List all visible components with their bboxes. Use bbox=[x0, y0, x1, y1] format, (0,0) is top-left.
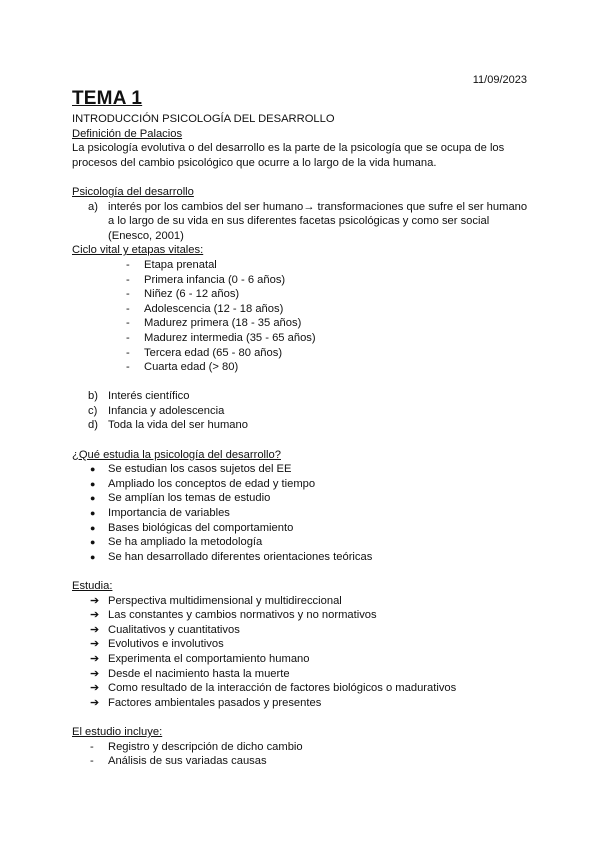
list-item-text: Desde el nacimiento hasta la muerte bbox=[108, 667, 290, 680]
list-item-text: Tercera edad (65 - 80 años) bbox=[144, 346, 283, 359]
dash-bullet-icon: - bbox=[126, 331, 130, 344]
list-item bbox=[72, 667, 532, 682]
bullet-dot-icon: ● bbox=[90, 493, 96, 504]
dash-bullet-icon: - bbox=[126, 258, 130, 271]
list-item-text: Evolutivos e involutivos bbox=[108, 638, 224, 651]
list-item-text: Cualitativos y cuantitativos bbox=[108, 623, 240, 636]
list-item-text: Como resultado de la interacción de factores biológicos o madurativos bbox=[108, 682, 457, 695]
studies-heading: Estudia: bbox=[72, 580, 113, 592]
list-item bbox=[72, 302, 532, 317]
list-item bbox=[72, 273, 532, 288]
list-item bbox=[72, 506, 532, 521]
list-item bbox=[72, 287, 532, 302]
dash-bullet-icon: - bbox=[126, 317, 130, 330]
definition-text: La psicología evolutiva o del desarrollo es la parte de la psicología que se ocupa de los procesos del cambio psicológico que ocurre a lo largo de la vida humana. bbox=[72, 142, 505, 169]
list-item bbox=[72, 200, 532, 244]
list-item-text: Madurez intermedia (35 - 65 años) bbox=[144, 331, 316, 344]
arrow-bullet-icon: ➔ bbox=[90, 682, 100, 695]
dash-bullet-icon: - bbox=[90, 755, 94, 768]
bullet-dot-icon: ● bbox=[90, 551, 96, 562]
list-item-text: Interés científico bbox=[108, 390, 190, 403]
bullet-dot-icon: ● bbox=[90, 522, 96, 533]
list-item-text: Importancia de variables bbox=[108, 507, 230, 520]
list-item bbox=[72, 594, 532, 609]
list-item-text: Registro y descripción de dicho cambio bbox=[108, 740, 303, 753]
list-item bbox=[72, 740, 532, 755]
list-marker: a) bbox=[88, 200, 98, 213]
list-item bbox=[72, 418, 532, 433]
list-item bbox=[72, 477, 532, 492]
arrow-bullet-icon: ➔ bbox=[90, 594, 100, 607]
arrow-bullet-icon: ➔ bbox=[90, 623, 100, 636]
list-item-text: Primera infancia (0 - 6 años) bbox=[144, 273, 286, 286]
list-item-text: Se estudian los casos sujetos del EE bbox=[108, 463, 292, 476]
subtitle: INTRODUCCIÓN PSICOLOGÍA DEL DESARROLLO bbox=[72, 113, 335, 125]
bullet-dot-icon: ● bbox=[90, 537, 96, 548]
list-item bbox=[72, 637, 532, 652]
list-item-text: Las constantes y cambios normativos y no normativos bbox=[108, 609, 377, 622]
document-body bbox=[72, 112, 532, 769]
life-cycle-heading: Ciclo vital y etapas vitales: bbox=[72, 244, 204, 257]
list-item bbox=[72, 389, 532, 404]
list-item bbox=[72, 652, 532, 667]
list-item bbox=[72, 535, 532, 550]
list-item bbox=[72, 360, 532, 375]
list-marker: c) bbox=[88, 404, 98, 417]
psych-dev-heading: Psicología del desarrollo bbox=[72, 185, 194, 198]
list-item bbox=[72, 681, 532, 696]
list-item-text: Se ha ampliado la metodología bbox=[108, 536, 263, 549]
list-marker: b) bbox=[88, 390, 98, 403]
list-item bbox=[72, 696, 532, 711]
dash-bullet-icon: - bbox=[126, 273, 130, 286]
list-item bbox=[72, 754, 532, 769]
list-item-text: Niñez (6 - 12 años) bbox=[144, 288, 240, 301]
list-item bbox=[72, 404, 532, 419]
list-item bbox=[72, 258, 532, 273]
list-item bbox=[72, 521, 532, 536]
list-item-text: Se amplían los temas de estudio bbox=[108, 492, 271, 505]
list-item-text: Infancia y adolescencia bbox=[108, 404, 225, 417]
list-marker: d) bbox=[88, 419, 98, 432]
list-item-text: Perspectiva multidimensional y multidireccional bbox=[108, 594, 342, 607]
dash-bullet-icon: - bbox=[126, 361, 130, 374]
dash-bullet-icon: - bbox=[126, 288, 130, 301]
dash-bullet-icon: - bbox=[126, 302, 130, 315]
list-item-text: Toda la vida del ser humano bbox=[108, 419, 248, 432]
list-item-text: Bases biológicas del comportamiento bbox=[108, 521, 294, 534]
page-title: TEMA 1 bbox=[72, 88, 143, 109]
list-item bbox=[72, 346, 532, 361]
list-item bbox=[72, 608, 532, 623]
list-item-text: Madurez primera (18 - 35 años) bbox=[144, 317, 302, 330]
list-item-text: Ampliado los conceptos de edad y tiempo bbox=[108, 477, 316, 490]
list-item bbox=[72, 491, 532, 506]
bullet-dot-icon: ● bbox=[90, 478, 96, 489]
bullet-dot-icon: ● bbox=[90, 508, 96, 519]
list-item-text: Se han desarrollado diferentes orientaciones teóricas bbox=[108, 550, 373, 563]
list-item-text: Etapa prenatal bbox=[144, 258, 217, 271]
list-item-text: Análisis de sus variadas causas bbox=[108, 755, 267, 768]
list-item-text: Adolescencia (12 - 18 años) bbox=[144, 302, 284, 315]
arrow-bullet-icon: ➔ bbox=[90, 652, 100, 665]
list-item bbox=[72, 550, 532, 565]
list-item-text: interés por los cambios del ser humano→ transformaciones que sufre el ser humano a lo largo de su vida en sus diferentes facetas psicológicas y como ser social (Enesco, 2001) bbox=[108, 200, 528, 242]
arrow-bullet-icon: ➔ bbox=[90, 667, 100, 680]
date: 11/09/2023 bbox=[472, 74, 527, 86]
list-item bbox=[72, 316, 532, 331]
list-item bbox=[72, 623, 532, 638]
dash-bullet-icon: - bbox=[90, 740, 94, 753]
bullet-dot-icon: ● bbox=[90, 464, 96, 475]
dash-bullet-icon: - bbox=[126, 346, 130, 359]
arrow-bullet-icon: ➔ bbox=[90, 696, 100, 709]
what-studies-heading: ¿Qué estudia la psicología del desarrollo? bbox=[72, 448, 281, 461]
definition-heading: Definición de Palacios bbox=[72, 127, 183, 140]
includes-heading: El estudio incluye: bbox=[72, 725, 163, 738]
list-item bbox=[72, 331, 532, 346]
arrow-bullet-icon: ➔ bbox=[90, 609, 100, 622]
arrow-bullet-icon: ➔ bbox=[90, 638, 100, 651]
list-item-text: Factores ambientales pasados y presentes bbox=[108, 696, 322, 709]
list-item bbox=[72, 462, 532, 477]
list-item-text: Experimenta el comportamiento humano bbox=[108, 652, 310, 665]
list-item-text: Cuarta edad (> 80) bbox=[144, 361, 239, 374]
